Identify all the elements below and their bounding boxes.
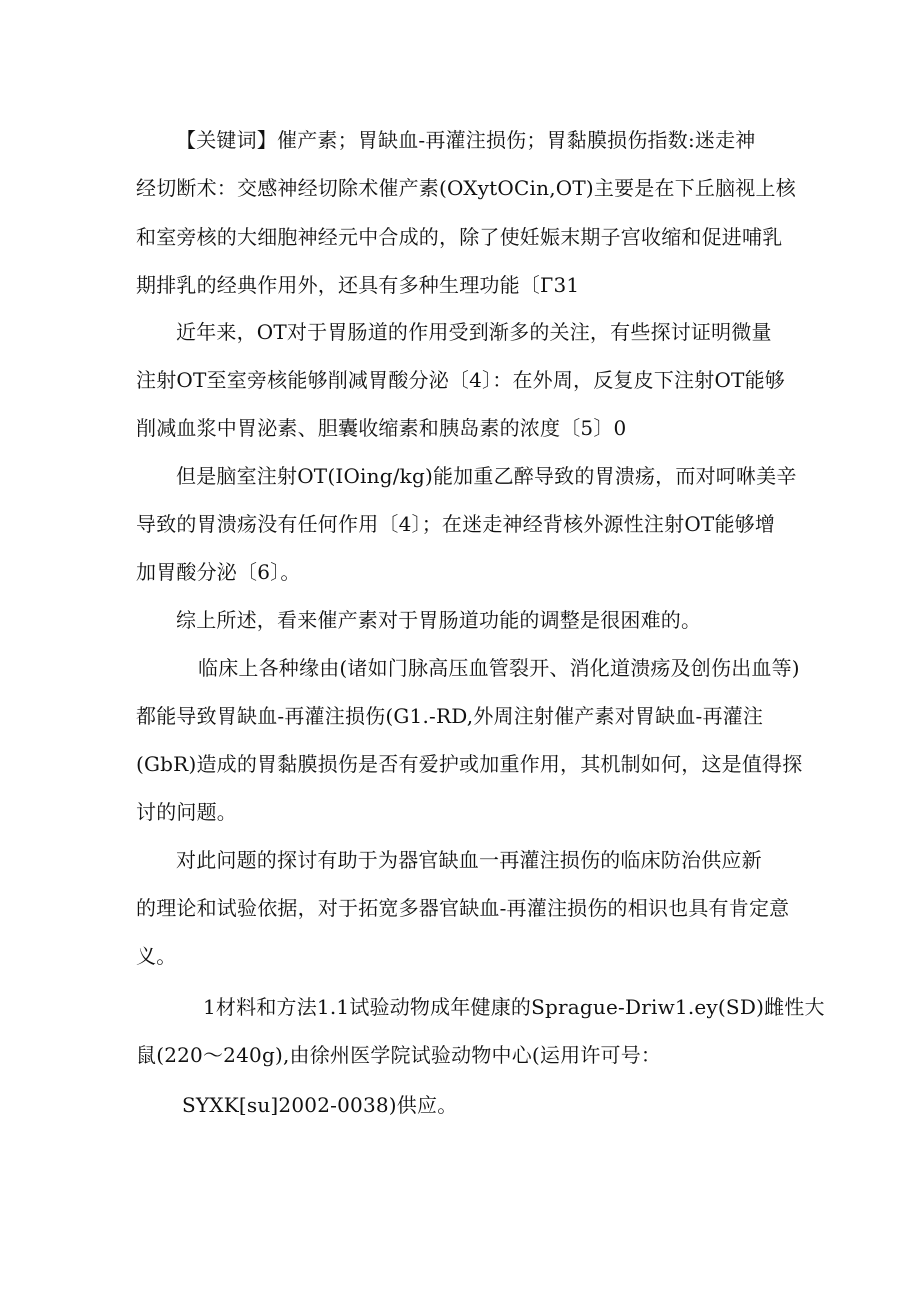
text-line: 【关键词】催产素；胃缺血-再灌注损伤；胃黏膜损伤指数:迷走神: [176, 128, 756, 152]
text-line: 义。: [136, 944, 177, 968]
text-line: 注射OT至室旁核能够削减胃酸分泌〔4〕：在外周，反复皮下注射OT能够: [136, 368, 785, 392]
text-line: 加胃酸分泌〔6〕。: [136, 560, 301, 584]
text-line: 综上所述，看来催产素对于胃肠道功能的调整是很困难的。: [176, 608, 702, 632]
text-line: 讨的问题。: [136, 800, 237, 824]
text-line: 都能导致胃缺血-再灌注损伤(G1.-RD,外周注射催产素对胃缺血-再灌注: [136, 704, 764, 728]
text-line: 1材料和方法1.1试验动物成年健康的Sprague-Driw1.ey(SD)雌性大: [203, 995, 825, 1019]
text-line: SYXK[su]2002-0038)供应。: [182, 1093, 458, 1117]
text-line: 对此问题的探讨有助于为器官缺血一再灌注损伤的临床防治供应新: [176, 848, 762, 872]
text-line: 但是脑室注射OT(IOing/kg)能加重乙醉导致的胃溃疡，而对呵咻美辛: [176, 464, 797, 488]
text-line: 和室旁核的大细胞神经元中合成的，除了使妊娠末期子宫收缩和促进哺乳: [136, 225, 783, 249]
text-line: (GbR)造成的胃黏膜损伤是否有爱护或加重作用，其机制如何，这是值得探: [136, 752, 803, 776]
text-line: 导致的胃溃疡没有任何作用〔4〕；在迷走神经背核外源性注射OT能够增: [136, 512, 776, 536]
text-line: 削减血浆中胃泌素、胆囊收缩素和胰岛素的浓度〔5〕0: [136, 416, 627, 440]
text-line: 鼠(220～240g),由徐州医学院试验动物中心(运用许可号：: [136, 1043, 662, 1067]
text-line: 经切断术：交感神经切除术催产素(OXytOCin,OT)主要是在下丘脑视上核: [136, 176, 796, 200]
text-line: 近年来，OT对于胃肠道的作用受到渐多的关注，有些探讨证明微量: [176, 320, 772, 344]
text-line: 期排乳的经典作用外，还具有多种生理功能〔Г31: [136, 273, 580, 297]
text-line: 的理论和试验依据，对于拓宽多器官缺血-再灌注损伤的相识也具有肯定意: [136, 896, 790, 920]
text-line: 临床上各种缘由(诸如门脉高压血管裂开、消化道溃疡及创伤出血等): [198, 656, 800, 680]
